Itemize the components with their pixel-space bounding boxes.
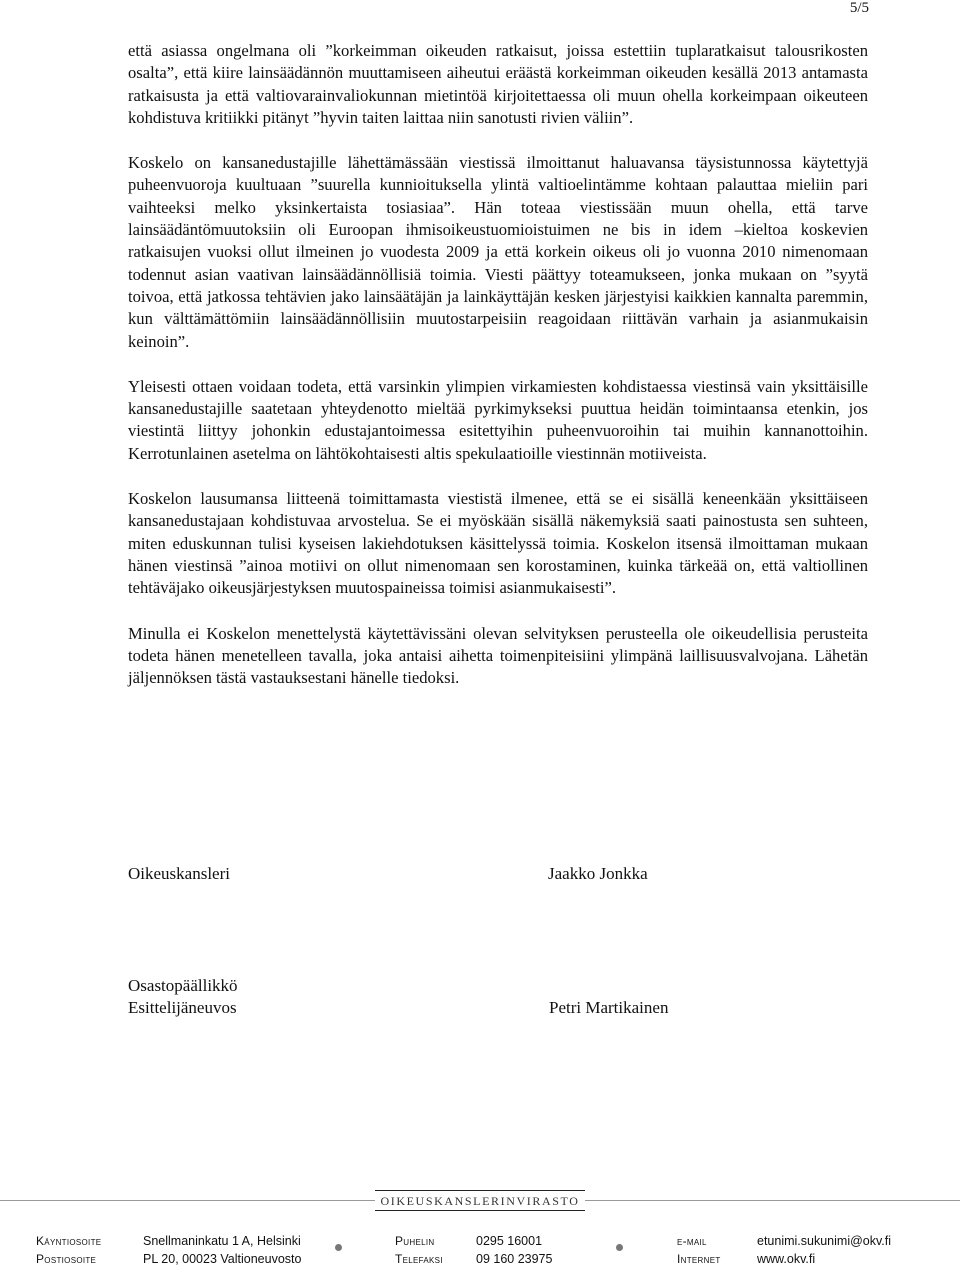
letter-body bbox=[128, 40, 868, 712]
email-label: e-mail bbox=[677, 1234, 707, 1248]
agency-logo-text: OIKEUSKANSLERINVIRASTO bbox=[375, 1190, 585, 1211]
visit-address-label: Käyntiosoite bbox=[36, 1234, 102, 1248]
page-number: 5/5 bbox=[849, 0, 869, 16]
email-link[interactable]: etunimi.sukunimi@okv.fi bbox=[757, 1234, 892, 1248]
footer-row-1 bbox=[0, 1233, 960, 1249]
paragraph-4: Koskelon lausumansa liitteenä toimittamasta viestistä ilmenee, että se ei sisällä keneenkään yksittäiseen kansanedustajaan kohdistuvaa arvostelua. Se ei myöskään sisällä näkemyksiä saati painostusta sen suhteen, miten eduskunnan tulisi kyseisen lakiehdotuksen käsittelyssä toimia. Koskelon itsensä ilmoittaman mukaan hänen viestinsä ”ainoa motiivi on ollut nimenomaan sen korostaminen, kuinka tärkeää on, että valtiollinen tehtäväjako oikeusjärjestyksen muutospaineissa toimisi asianmukaisesti”. bbox=[128, 489, 868, 598]
paragraph-5: Minulla ei Koskelon menettelystä käytettävissäni olevan selvityksen perusteella ole oikeudellisia perusteita todeta hänen menetelleen tavalla, joka antaisi aihetta toimenpiteisiini ylimpänä laillisuusvalvojana. Lähetän jäljennöksen tästä vastauksestani hänelle tiedoksi. bbox=[128, 623, 868, 688]
signer-name-referendary: Petri Martikainen bbox=[549, 998, 669, 1017]
footer-bullet-icon bbox=[335, 1244, 342, 1251]
fax-value: 09 160 23975 bbox=[476, 1252, 553, 1266]
footer-row-2 bbox=[0, 1251, 960, 1267]
signer-title-referendary: Esittelijäneuvos bbox=[128, 998, 237, 1017]
phone-label: Puhelin bbox=[395, 1234, 435, 1248]
visit-address-value: Snellmaninkatu 1 A, Helsinki bbox=[143, 1234, 301, 1248]
fax-label: Telefaksi bbox=[395, 1252, 443, 1266]
paragraph-1: että asiassa ongelmana oli ”korkeimman oikeuden ratkaisut, joissa estettiin tuplaratkaisut talousrikosten osalta”, että kiire lainsäädännön muuttamiseen aiheutui eräästä korkeimman oikeuden kesällä 2013 antamasta ratkaisusta ja että valtiovarainvaliokunnan mietintöä kirjoitettaessa oli muun ohella korkeimpaan oikeuteen kohdistuva kritiikki pitänyt ”hyvin taiten laittaa niin sanotusti rivien väliin”. bbox=[128, 41, 868, 127]
paragraph-2: Koskelo on kansanedustajille lähettämässään viestissä ilmoittanut haluavansa täysistunnossa käytettyjä puheenvuoroja kuultuaan ”suurella kunnioituksella ylintä valtioelintämme kohtaan palauttaa mieliin pari vaihteeksi melko yksinkertaista tosiasiaa”. Hän toteaa viestissään muun ohella, että tarve lainsäädäntömuutoksiin oli Euroopan ihmisoikeustuomioistuimen ne bis in idem –kieltoa koskevien ratkaisujen vuoksi ollut ilmeinen jo vuodesta 2009 ja että korkein oikeus oli jo vuonna 2010 nimenomaan todennut asian vaativan lainsäädännöllisiä toimia. Viesti päättyy toteamukseen, jonka mukaan on ”syytä toivoa, että jatkossa tehtävien jako lainsäätäjän ja lainkäyttäjän kesken järjestyisi kaikkien kannalta paremmin, kun välttämättömiin lainsäädännöllisiin muutostarpeisiin reagoidaan riittävän varhain ja asianmukaisin keinoin”. bbox=[128, 153, 868, 351]
signer-title-chancellor: Oikeuskansleri bbox=[128, 864, 230, 883]
paragraph-3: Yleisesti ottaen voidaan todeta, että varsinkin ylimpien virkamiesten kohdistaessa viestinsä vain yksittäisille kansanedustajille saatetaan yhteydenotto mieltää pyrkimykseksi puuttua heidän toimintaansa etenkin, jos viestintä liittyy johonkin edustajantoimessa esitettyihin puheenvuoroihin tai muihin kannanottoihin. Kerrotunlainen asetelma on lähtökohtaisesti altis spekulaatioille viestinnän motiiveista. bbox=[128, 376, 868, 463]
postal-address-value: PL 20, 00023 Valtioneuvosto bbox=[143, 1252, 302, 1266]
website-link[interactable]: www.okv.fi bbox=[757, 1252, 816, 1266]
signer-name-chancellor: Jaakko Jonkka bbox=[548, 864, 648, 883]
signer-title-head-of-department: Osastopäällikkö bbox=[128, 976, 238, 995]
internet-label: Internet bbox=[677, 1252, 721, 1266]
phone-value: 0295 16001 bbox=[476, 1234, 543, 1248]
postal-address-label: Postiosoite bbox=[36, 1252, 97, 1266]
footer-bullet-icon bbox=[616, 1244, 623, 1251]
